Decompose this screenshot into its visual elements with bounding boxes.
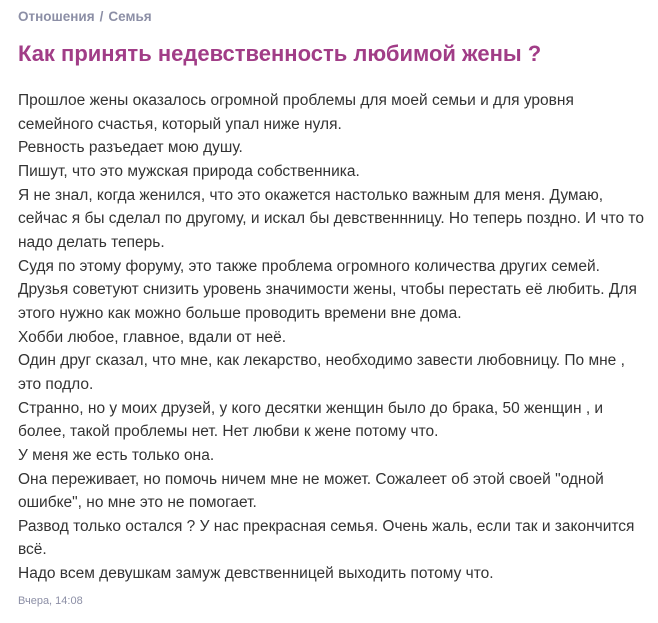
post-paragraph: Странно, но у моих друзей, у кого десятки женщин было до брака, 50 женщин , и более, такой проблемы нет. Нет любви к жене потому что. [18,399,604,441]
breadcrumb-link-family[interactable]: Семья [108,8,152,24]
post-body [18,89,650,586]
post-paragraph: Надо всем девушкам замуж девственницей выходить потому что. [18,565,494,583]
post-paragraph: Я не знал, когда женился, что это окажется настолько важным для меня. Думаю, сейчас я бы сделал по другому, и искал бы девственнницу. Но теперь поздно. И что то надо делать теперь. [18,186,644,251]
post-paragraph: Хобби любое, главное, вдали от неё. [18,328,287,346]
post-paragraph: Друзья советуют снизить уровень значимости жены, чтобы перестать её любить. Для этого нужно как можно больше проводить времени вне дома. [18,281,637,322]
post-paragraph: Развод только остался ? У нас прекрасная семья. Очень жаль, если так и закончится всё. [18,517,635,559]
post-timestamp: Вчера, 14:08 [18,594,83,607]
post-paragraph: Прошлое жены оказалось огромной проблемы для моей семьи и для уровня семейного счастья, который упал ниже нуля. [18,92,574,133]
post-paragraph: Пишут, что это мужская природа собственника. [18,162,360,180]
post [18,0,650,607]
post-paragraph: Ревность разъедает мою душу. [18,139,243,157]
post-paragraph: Один друг сказал, что мне, как лекарство, необходимо завести любовницу. По мне , это подло. [18,352,625,393]
page-title: Как принять недевственность любимой жены ? [18,41,542,66]
post-paragraph: У меня же есть только она. [18,446,215,464]
post-paragraph: Судя по этому форуму, это также проблема огромного количества других семей. [18,257,600,275]
breadcrumb [18,7,650,25]
post-paragraph: Она переживает, но помочь ничем мне не может. Сожалеет об этой своей "одной ошибке", но мне это не помогает. [18,470,604,512]
breadcrumb-separator: / [99,8,104,24]
breadcrumb-link-relationships[interactable]: Отношения [18,8,95,24]
